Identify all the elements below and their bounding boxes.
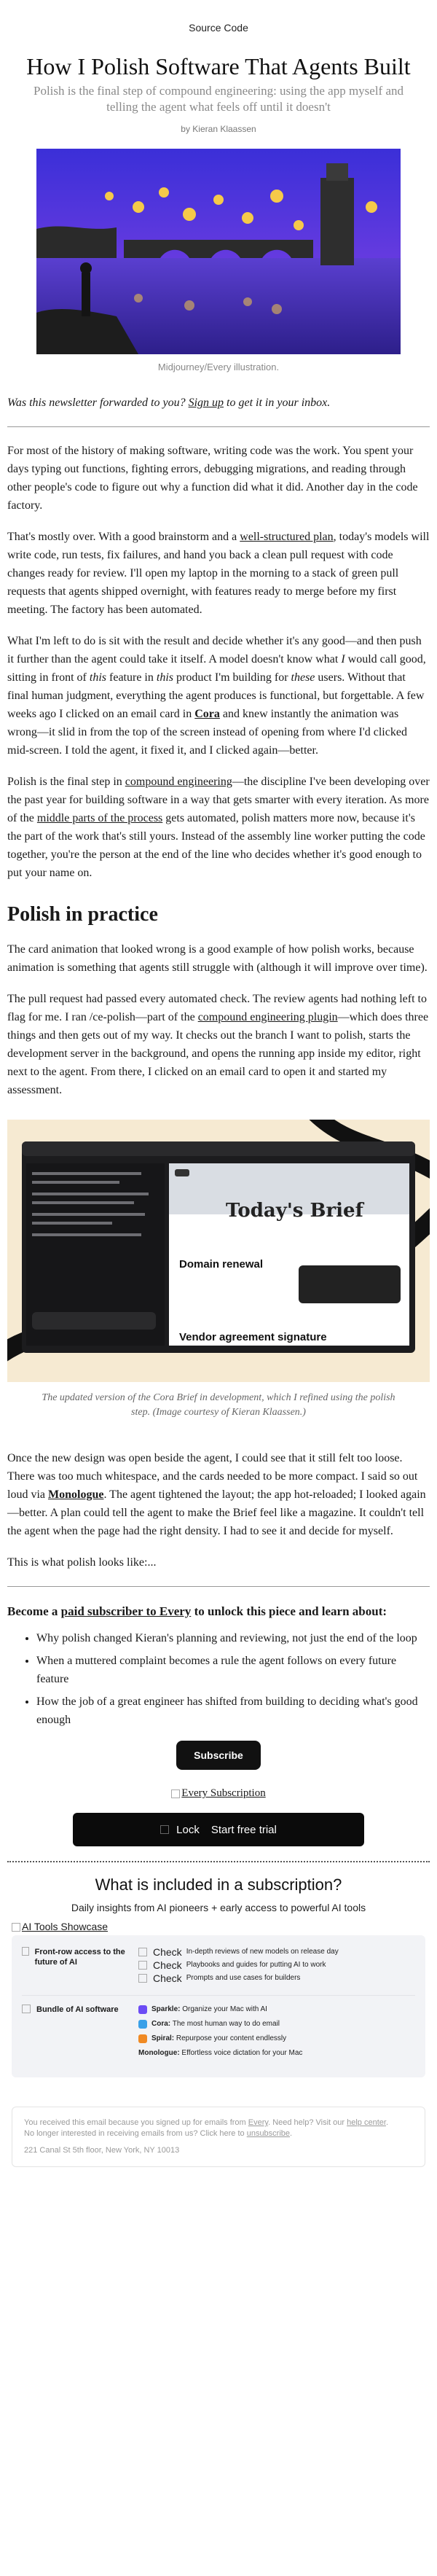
check-alt-text: Check bbox=[153, 1946, 182, 1958]
footer-line-2: No longer interested in receiving emails from us? Click here to unsubscribe. bbox=[24, 2129, 293, 2138]
spiral-icon bbox=[138, 2034, 147, 2043]
subscribe-button[interactable]: Subscribe bbox=[176, 1741, 261, 1770]
tool-spiral bbox=[138, 2034, 415, 2044]
article-title: How I Polish Software That Agents Built bbox=[26, 53, 411, 79]
forward-note: Was this newsletter forwarded to you? Sign up to get it in your inbox. bbox=[7, 397, 331, 409]
paywall-bullets bbox=[36, 1629, 430, 1729]
popover bbox=[299, 1265, 401, 1303]
footer-line-1: You received this email because you signed up for emails from Every. Need help? Visit our help center. bbox=[24, 2118, 388, 2127]
article-subtitle: Polish is the final step of compound engineering: using the app myself and telling the agent what feels off until it doesn't bbox=[33, 84, 404, 114]
list-item: • Why polish changed Kieran's planning and reviewing, not just the end of the loop bbox=[36, 1629, 430, 1647]
section-heading: Polish in practice bbox=[7, 903, 158, 926]
feature-item bbox=[138, 1960, 415, 1970]
lock-icon bbox=[160, 1825, 169, 1834]
check-alt-text: Check bbox=[153, 1972, 182, 1984]
tool-text: Monologue: Effortless voice dictation for your Mac bbox=[138, 2049, 303, 2057]
subscription-subtitle: Daily insights from AI pioneers + early access to powerful AI tools bbox=[71, 1902, 366, 1913]
check-icon bbox=[138, 1948, 147, 1956]
monologue-link[interactable]: Monologue bbox=[48, 1488, 104, 1501]
unsubscribe-link[interactable]: unsubscribe bbox=[246, 2129, 291, 2138]
feature-text: In-depth reviews of new models on release day bbox=[186, 1948, 339, 1956]
byline: by Kieran Klaassen bbox=[181, 124, 256, 134]
start-free-trial-button[interactable] bbox=[73, 1813, 364, 1846]
tool-text: Spiral: Repurpose your content endlessly bbox=[151, 2034, 287, 2042]
row-label-wrap bbox=[22, 2005, 138, 2063]
cora-brief-screenshot bbox=[7, 1120, 430, 1382]
paragraph-5: The card animation that looked wrong is a good example of how polish works, because animation is something that agents still struggle with (although it will improve over time). bbox=[7, 943, 428, 974]
paragraph-4: Polish is the final step in compound engineering—the discipline I've been developing over the past year for building software in a way that gets smarter with every iteration. As more of the middle parts of the process gets automated, polish matters more now, because it's the part of the work that's still yours. Instead of the assembly line worker putting the code together, you're the person at the end of the line who decides whether it's good enough to put your name on. bbox=[7, 776, 430, 879]
feature-item bbox=[138, 1947, 415, 1957]
paragraph-2: That's mostly over. With a good brainstorm and a well-structured plan, today's models will write code, run tests, fix failures, and hand you back a clean pull request with code changes ready for review. I'll open my laptop in the morning to a stack of green pull requests that agents shipped overnight, with features ready to merge before my first meeting. The factory has been automated. bbox=[7, 531, 430, 616]
paragraph-3: What I'm left to do is sit with the result and decide whether it's any good—and then push it further than the agent could take it itself. A model doesn't know what I would call good, sitting in front of this feature in this product I'm building for these users. Without that final human judgment, everything the agent produces is functional, but forgettable. A few weeks ago I clicked on an email card in Cora and knew instantly the animation was wrong—it slid in from the top of the screen instead of opening from where I'd clicked mid-screen. I told the agent, it fixed it, and I clicked again—better. bbox=[7, 635, 426, 757]
every-subscription-link[interactable]: Every Subscription bbox=[181, 1787, 266, 1799]
check-icon bbox=[138, 1974, 147, 1983]
list-item: • When a muttered complaint becomes a rule the agent follows on every future feature bbox=[36, 1652, 430, 1688]
divider bbox=[7, 426, 430, 427]
check-alt-text: Check bbox=[153, 1959, 182, 1971]
paragraph-6: The pull request had passed every automated check. The review agents had nothing left to flag for me. I ran /ce-polish—part of the compound engineering plugin—which does three things and then gets out of my way. It checks out the branch I want to polish, starts the development server in the background, and opens the running app inside my editor, right next to the agent. From there, I clicked on an email card to open it and started my assessment. bbox=[7, 993, 429, 1096]
paywall-heading: Become a paid subscriber to Every to unlock this piece and learn about: bbox=[7, 1604, 387, 1618]
feature-item bbox=[138, 1973, 415, 1983]
tool-list bbox=[138, 2005, 415, 2063]
cora-icon bbox=[138, 2020, 147, 2029]
feature-list bbox=[138, 1947, 415, 1986]
compound-engineering-link[interactable]: compound engineering bbox=[125, 776, 232, 788]
paid-subscriber-link[interactable]: paid subscriber to Every bbox=[60, 1604, 192, 1618]
feature-text: Playbooks and guides for putting AI to work bbox=[186, 1961, 326, 1969]
plan-link[interactable]: well-structured plan bbox=[240, 531, 334, 543]
tool-cora bbox=[138, 2019, 415, 2029]
row-label: Front-row access to the future of AI bbox=[34, 1948, 125, 1967]
card-domain-renewal: Domain renewal bbox=[179, 1258, 264, 1271]
check-icon bbox=[138, 1961, 147, 1970]
tool-monologue bbox=[138, 2048, 415, 2058]
card-vendor-agreement: Vendor agreement signature bbox=[179, 1331, 327, 1343]
middle-parts-link[interactable]: middle parts of the process bbox=[36, 812, 163, 824]
cora-link[interactable]: Cora bbox=[194, 708, 220, 720]
row-label-wrap bbox=[22, 1947, 138, 1986]
paragraph-1: For most of the history of making software, writing code was the work. You spent your days typing out functions, fighting errors, debugging migrations, and reading through other people's code to figure out why a function did what it did. Another day in the code factory. bbox=[7, 445, 418, 512]
footer bbox=[12, 2107, 425, 2167]
start-free-trial-label: Start free trial bbox=[210, 1823, 277, 1836]
paragraph-7: Once the new design was open beside the agent, I could see that it still felt too loose. There was too much whitespace, and the cards needed to be more compact. I said so out loud via Monologue. The agent tightened the layout; the app hot-reloaded; I looked again—better. A plan could tell the agent to make the Brief feel like a magazine. It couldn't tell the agent when the page had the right density. I had to see it and decide for myself. bbox=[7, 1452, 426, 1537]
plugin-link[interactable]: compound engineering plugin bbox=[197, 1011, 338, 1023]
subscription-title: What is included in a subscription? bbox=[95, 1876, 342, 1894]
footer-address: 221 Canal St 5th floor, New York, NY 10013 bbox=[24, 2146, 180, 2155]
brief-title: Today's Brief bbox=[226, 1200, 363, 1222]
help-center-link[interactable]: help center bbox=[347, 2118, 386, 2127]
signup-link[interactable]: Sign up bbox=[188, 397, 224, 409]
broken-image-icon bbox=[171, 1789, 180, 1798]
subscription-card bbox=[12, 1935, 425, 2077]
every-subscription-image[interactable] bbox=[7, 1787, 430, 1800]
ai-tools-link[interactable]: AI Tools Showcase bbox=[22, 1921, 109, 1932]
broken-image-icon bbox=[12, 1923, 20, 1932]
broken-image-icon bbox=[22, 2005, 31, 2013]
ai-tools-showcase[interactable] bbox=[12, 1921, 430, 1932]
hero-caption: Midjourney/Every illustration. bbox=[157, 362, 280, 372]
broken-image-icon bbox=[22, 1947, 29, 1956]
sparkle-icon bbox=[138, 2005, 147, 2014]
figure-caption: The updated version of the Cora Brief in development, which I refined using the polish step. (Image courtesy of Kieran Klaassen.) bbox=[42, 1392, 395, 1418]
card-row-access bbox=[22, 1943, 415, 1991]
lock-alt-text: Lock bbox=[176, 1823, 200, 1836]
column-name: Source Code bbox=[189, 22, 248, 34]
list-item: • How the job of a great engineer has shifted from building to deciding what's good enough bbox=[36, 1693, 430, 1729]
tool-sparkle bbox=[138, 2005, 415, 2015]
row-label: Bundle of AI software bbox=[36, 2005, 119, 2014]
dotted-divider bbox=[7, 1861, 430, 1862]
feature-text: Prompts and use cases for builders bbox=[186, 1974, 301, 1982]
hero-illustration bbox=[36, 149, 401, 354]
paragraph-8: This is what polish looks like:... bbox=[7, 1556, 157, 1569]
tool-text: Cora: The most human way to do email bbox=[151, 2020, 280, 2028]
every-link[interactable]: Every bbox=[248, 2118, 269, 2127]
tool-text: Sparkle: Organize your Mac with AI bbox=[151, 2005, 267, 2013]
card-row-bundle bbox=[22, 1995, 415, 2067]
divider bbox=[7, 1586, 430, 1587]
